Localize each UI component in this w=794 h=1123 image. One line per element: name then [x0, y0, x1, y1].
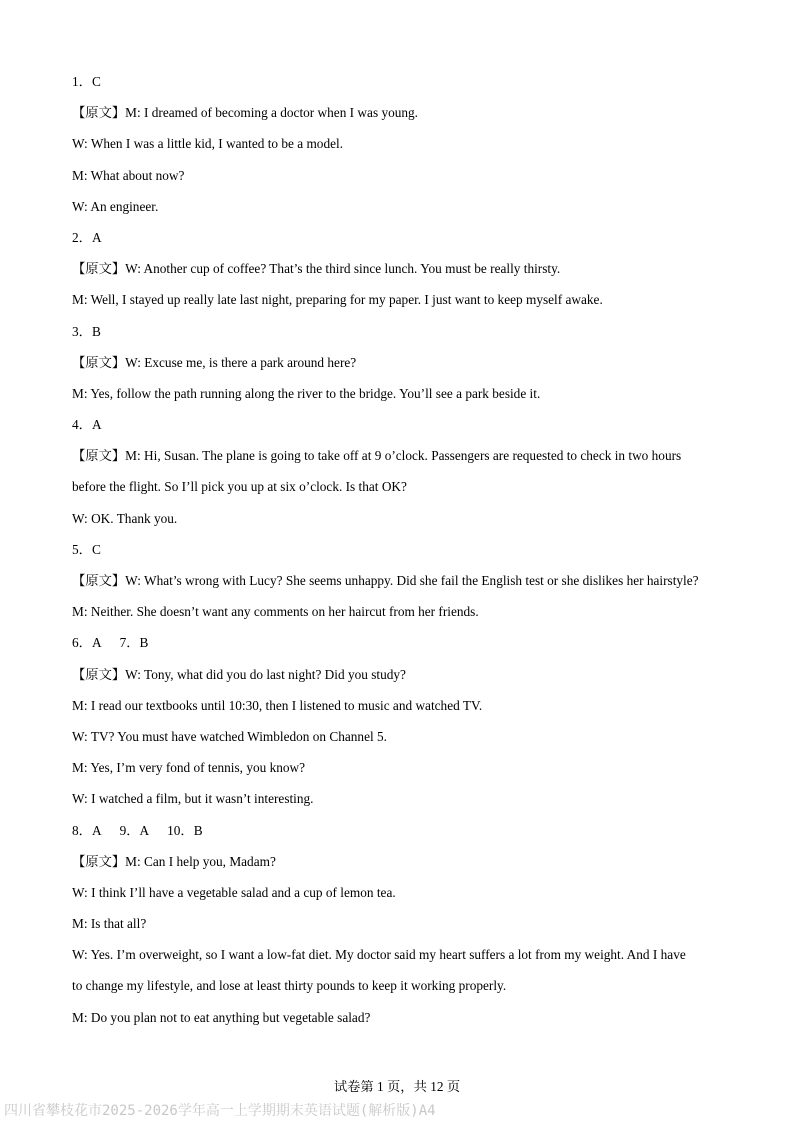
transcript-line: 【原文】W: Excuse me, is there a park around here?	[72, 354, 357, 370]
transcript-line: W: An engineer.	[72, 198, 159, 214]
answer-group	[72, 627, 732, 658]
transcript-line: M: Well, I stayed up really late last night, preparing for my paper. I just want to keep myself awake.	[72, 292, 603, 308]
answer-number: 8．A	[72, 822, 102, 838]
transcript-line: M: Neither. She doesn’t want any comments on her haircut from her friends.	[72, 604, 479, 620]
transcript-line: 【原文】M: Hi, Susan. The plane is going to take off at 9 o’clock. Passengers are requested to check in two hours	[72, 448, 682, 464]
transcript-line: M: Yes, follow the path running along the river to the bridge. You’ll see a park beside it.	[72, 385, 541, 401]
transcript-line: W: OK. Thank you.	[72, 510, 178, 526]
answer-number: 1．C	[72, 74, 101, 89]
transcript-line: 【原文】W: What’s wrong with Lucy? She seems unhappy. Did she fail the English test or she dislikes her hairstyle?	[72, 573, 699, 588]
transcript-line: M: Is that all?	[72, 916, 147, 932]
answer-number: 7．B	[119, 635, 149, 651]
transcript-line: M: I read our textbooks until 10:30, then I listened to music and watched TV.	[72, 697, 483, 713]
transcript-line: M: What about now?	[72, 167, 185, 183]
transcript-line: M: Do you plan not to eat anything but vegetable salad?	[72, 1009, 371, 1025]
answer-number: 4．A	[72, 417, 102, 433]
answer-document	[72, 66, 732, 1033]
transcript-line: W: When I was a little kid, I wanted to be a model.	[72, 136, 344, 152]
transcript-line: M: Yes, I’m very fond of tennis, you know?	[72, 760, 306, 776]
transcript-line: 【原文】W: Another cup of coffee? That’s the third since lunch. You must be really thirsty.	[72, 261, 561, 277]
transcript-line: W: I think I’ll have a vegetable salad and a cup of lemon tea.	[72, 884, 396, 900]
transcript-line: W: Yes. I’m overweight, so I want a low-fat diet. My doctor said my heart suffers a lot from my weight. And I have	[72, 947, 686, 963]
transcript-line: W: TV? You must have watched Wimbledon on Channel 5.	[72, 728, 387, 744]
answer-number: 3．B	[72, 323, 101, 339]
transcript-line: 【原文】M: Can I help you, Madam?	[72, 853, 276, 869]
transcript-line: W: I watched a film, but it wasn’t interesting.	[72, 791, 314, 807]
transcript-line: 【原文】M: I dreamed of becoming a doctor when I was young.	[72, 105, 419, 121]
answer-number: 10．B	[167, 822, 203, 838]
answer-group	[72, 815, 732, 846]
answer-number: 2．A	[72, 229, 102, 245]
transcript-line: 【原文】W: Tony, what did you do last night? Did you study?	[72, 666, 406, 682]
answer-number: 6．A	[72, 635, 102, 651]
answer-number: 9．A	[119, 822, 150, 838]
transcript-line: before the flight. So I’ll pick you up at six o’clock. Is that OK?	[72, 479, 407, 495]
answer-number: 5．C	[72, 541, 101, 557]
watermark: 四川省攀枝花市2025-2026学年高一上学期期末英语试题(解析版)A4	[4, 1103, 436, 1119]
transcript-line: to change my lifestyle, and lose at least thirty pounds to keep it working properly.	[72, 978, 507, 994]
page-footer: 试卷第 1 页，共 12 页	[333, 1079, 461, 1094]
